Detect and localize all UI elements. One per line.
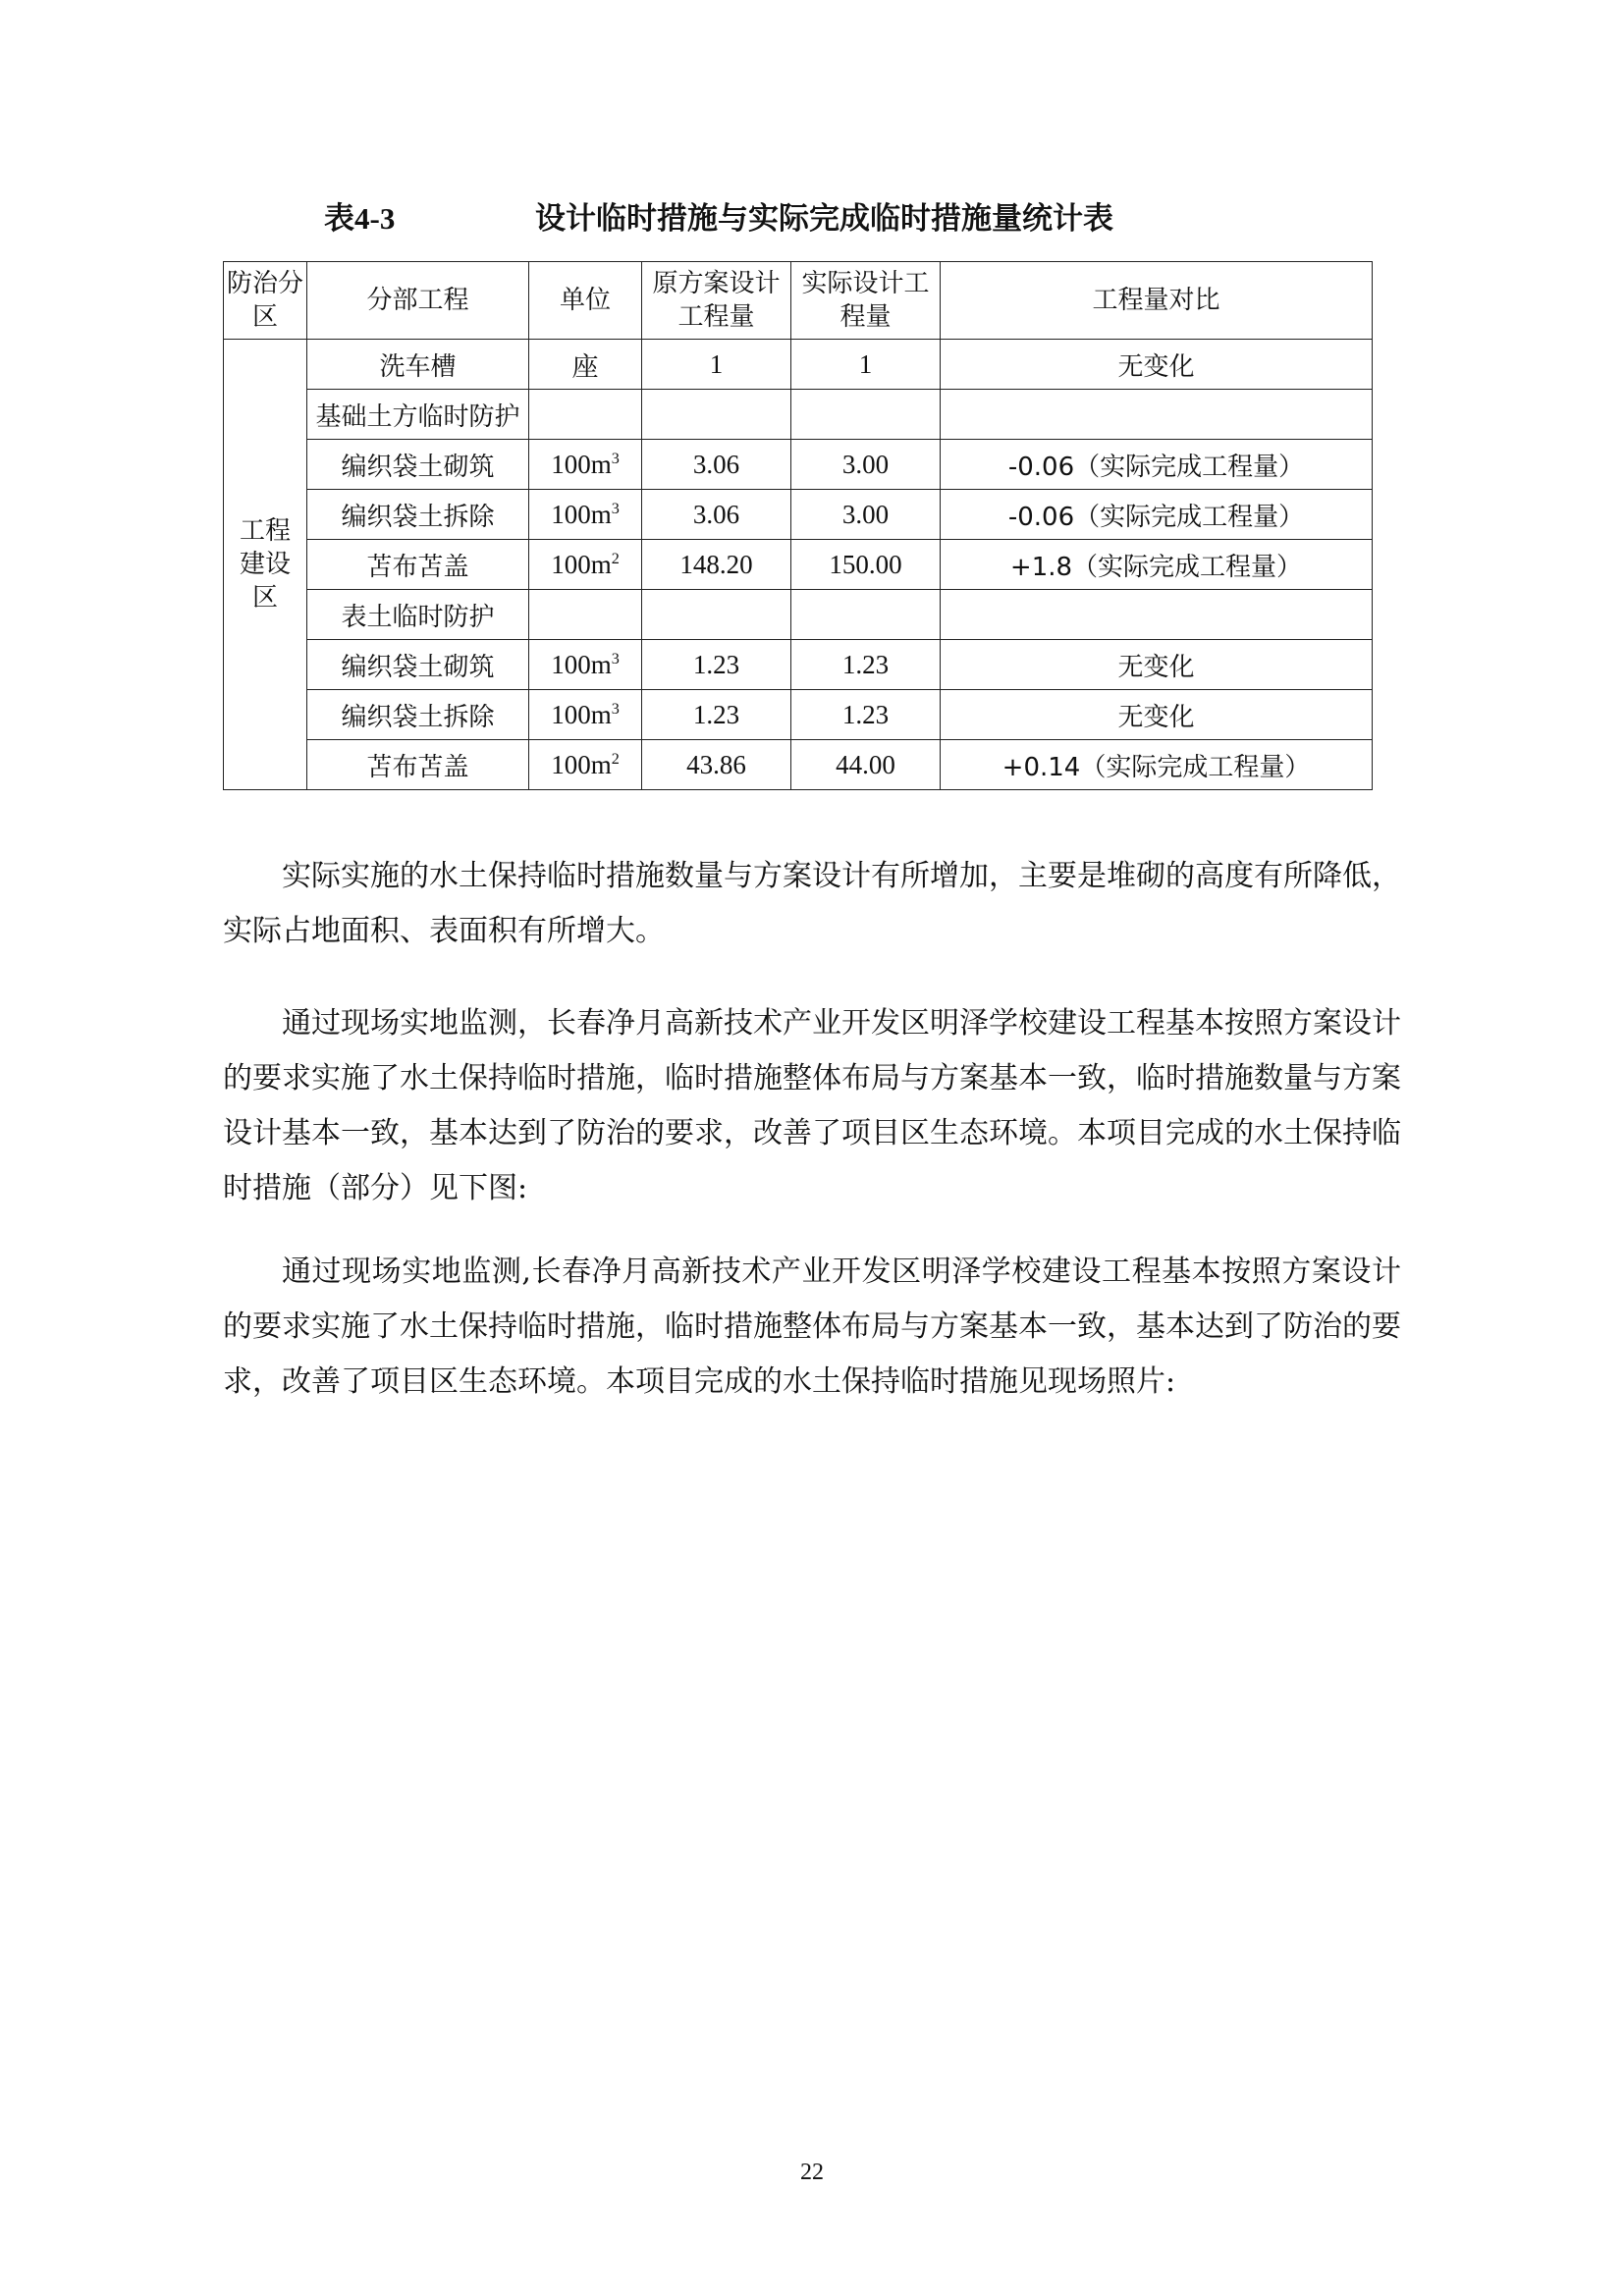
unit-superscript: 3 [611,649,620,667]
paragraph-3: 通过现场实地监测,长春净月高新技术产业开发区明泽学校建设工程基本按照方案设计的要求实施了水土保持临时措施，临时措施整体布局与方案基本一致，基本达到了防治的要求，改善了项目区生态环境。本项目完成的水土保持临时措施见现场照片: [223,1255,1401,1399]
unit-base: 100m [551,549,612,579]
unit-cell [529,390,642,440]
unit-cell [529,540,642,590]
planned-cell: 43.86 [642,740,791,790]
table-row [224,640,1373,690]
unit-base: 座 [571,351,599,383]
actual-cell: 150.00 [791,540,941,590]
item-cell: 编织袋土砌筑 [307,440,529,490]
measures-table [223,261,1373,790]
actual-cell: 3.00 [791,490,941,540]
comparison-cell: 无变化 [941,690,1373,740]
table-row [224,540,1373,590]
unit-base: 100m [551,649,612,679]
actual-cell: 44.00 [791,740,941,790]
table-row [224,390,1373,440]
unit-cell [529,490,642,540]
page-number: 22 [800,2160,824,2185]
actual-cell: 1.23 [791,640,941,690]
table-number: 表4-3 [324,201,396,236]
table-caption [324,194,1208,243]
comparison-cell: +0.14（实际完成工程量） [941,740,1373,790]
header-actual: 实际设计工程量 [791,262,941,340]
table-row [224,440,1373,490]
header-planned: 原方案设计工程量 [642,262,791,340]
comparison-cell [941,590,1373,640]
comparison-cell: -0.06（实际完成工程量） [941,440,1373,490]
item-cell: 苫布苫盖 [307,540,529,590]
paragraph-2: 通过现场实地监测，长春净月高新技术产业开发区明泽学校建设工程基本按照方案设计的要求实施了水土保持临时措施，临时措施整体布局与方案基本一致，临时措施数量与方案设计基本一致，基本达到了防治的要求，改善了项目区生态环境。本项目完成的水土保持临时措施（部分）见下图: [223,1006,1401,1205]
actual-cell: 3.00 [791,440,941,490]
table-row [224,490,1373,540]
planned-cell: 1 [642,340,791,390]
unit-cell [529,690,642,740]
planned-cell [642,390,791,440]
unit-cell [529,440,642,490]
planned-cell: 1.23 [642,690,791,740]
table-row [224,690,1373,740]
unit-base: 100m [551,699,612,729]
item-cell: 编织袋土拆除 [307,490,529,540]
unit-base: 100m [551,499,612,529]
planned-cell: 1.23 [642,640,791,690]
comparison-cell: 无变化 [941,340,1373,390]
unit-base: 100m [551,449,612,479]
table-row [224,340,1373,390]
actual-cell [791,390,941,440]
paragraph-1: 实际实施的水土保持临时措施数量与方案设计有所增加，主要是堆砌的高度有所降低，实际占地面积、表面积有所增大。 [223,859,1401,948]
comparison-cell: +1.8（实际完成工程量） [941,540,1373,590]
actual-cell [791,590,941,640]
planned-cell: 3.06 [642,440,791,490]
item-cell: 基础土方临时防护 [307,390,529,440]
item-cell: 编织袋土砌筑 [307,640,529,690]
unit-cell [529,340,642,390]
unit-cell [529,740,642,790]
item-cell: 编织袋土拆除 [307,690,529,740]
comparison-cell [941,390,1373,440]
table-header-row [224,262,1373,340]
header-item: 分部工程 [307,262,529,340]
unit-superscript: 2 [611,749,620,768]
unit-superscript: 2 [611,549,620,567]
table-row [224,740,1373,790]
comparison-cell: 无变化 [941,640,1373,690]
unit-base: 100m [551,749,612,779]
table-title: 设计临时措施与实际完成临时措施量统计表 [535,201,1113,237]
planned-cell: 148.20 [642,540,791,590]
comparison-cell: -0.06（实际完成工程量） [941,490,1373,540]
header-unit: 单位 [529,262,642,340]
planned-cell [642,590,791,640]
item-cell: 苫布苫盖 [307,740,529,790]
unit-cell [529,640,642,690]
header-zone: 防治分区 [224,262,307,340]
unit-superscript: 3 [611,699,620,718]
item-cell: 洗车槽 [307,340,529,390]
header-comparison: 工程量对比 [941,262,1373,340]
actual-cell: 1 [791,340,941,390]
table-row [224,590,1373,640]
unit-superscript: 3 [611,449,620,467]
unit-superscript: 3 [611,499,620,517]
unit-cell [529,590,642,640]
zone-cell: 工程建设区 [224,340,307,790]
actual-cell: 1.23 [791,690,941,740]
item-cell: 表土临时防护 [307,590,529,640]
planned-cell: 3.06 [642,490,791,540]
